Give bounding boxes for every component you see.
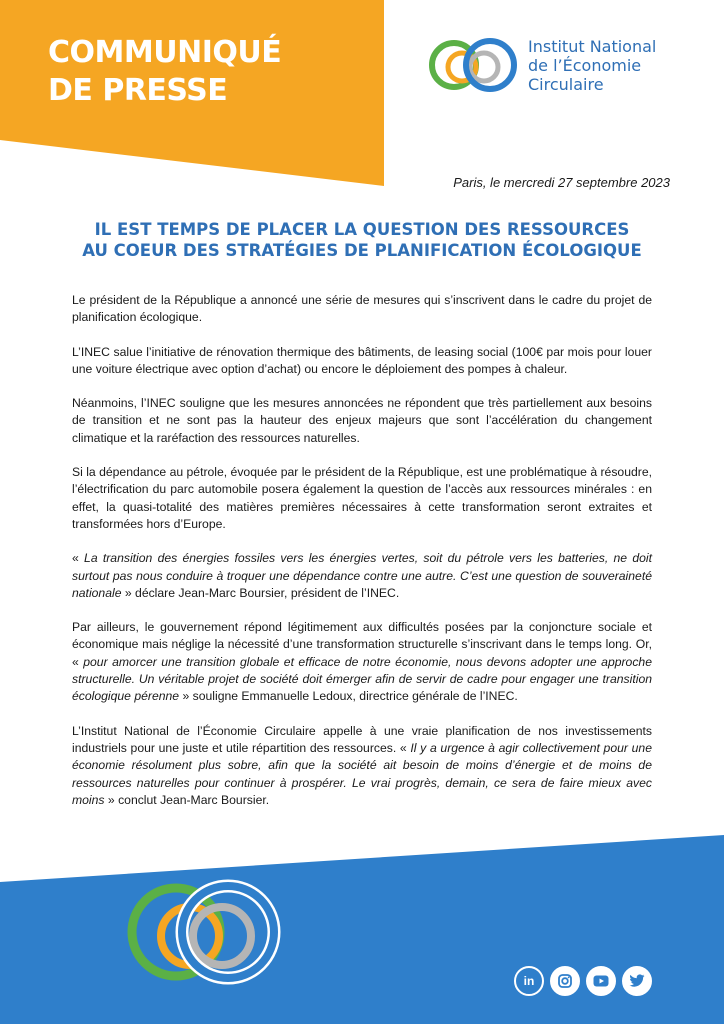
quote-boursier-2: Il y a urgence à agir collectivement pour une économie résolument plus sobre, afin que la société ait besoin de moins d’énergie et de moins de ressources naturelles pour continuer à prospérer. Le vrai progrès, demain, ce sera de faire mieux avec moins: [72, 740, 652, 807]
org-name-line1: Institut National: [528, 37, 657, 56]
quote-ledoux: pour amorcer une transition globale et efficace de notre économie, nous devons adopter une approche structurelle. Un véritable projet de société doit émerger afin de servir de cadre pour engager une transition écologique pérenne: [72, 654, 652, 704]
instagram-icon[interactable]: [550, 966, 580, 996]
youtube-glyph: [593, 975, 609, 987]
quote-boursier-1: La transition des énergies fossiles vers les énergies vertes, soit du pétrole vers les batteries, ne doit surtout pas nous conduire à troquer une dépendance contre une autre. C’est une question de souveraineté nationale: [72, 551, 652, 600]
press-title-line2: DE PRESSE: [48, 73, 228, 108]
quote-open: «: [72, 551, 85, 566]
paragraph-3: Néanmoins, l’INEC souligne que les mesures annoncées ne répondent que très partiellement aux besoins de transition et ne sont pas la hauteur des enjeux majeurs que sont l’accélération du changement climatique et la raréfaction des ressources naturelles.: [72, 396, 652, 445]
paragraph-6-intro: Par ailleurs, le gouvernement répond légitimement aux difficultés posées par la conjoncture sociale et économique mais néglige la nécessité d’une transformation structurelle s’inscrivant dans le temps long. Or, «: [72, 620, 652, 669]
paragraph-4: Si la dépendance au pétrole, évoquée par le président de la République, est une problématique à résoudre, l’électrification du parc automobile posera également la question de l’accès aux ressources minérales : en effet, la quasi-totalité des matières premières nécessaires à cette transformation seront extraites et transformées hors d’Europe.: [72, 465, 652, 531]
headline-line1: IL EST TEMPS DE PLACER LA QUESTION DES RESSOURCES: [94, 220, 630, 239]
inec-logo-large: [122, 862, 282, 1006]
paragraph-2: L’INEC salue l’initiative de rénovation thermique des bâtiments, de leasing social (100€ par mois pour louer une voiture électrique avec option d’achat) ou encore le déploiement des pompes à chaleur.: [72, 344, 652, 376]
twitter-icon[interactable]: [622, 966, 652, 996]
paragraph-1: Le président de la République a annoncé une série de mesures qui s’inscrivent dans le cadre du projet de planification écologique.: [72, 293, 652, 325]
headline-line2: AU COEUR DES STRATÉGIES DE PLANIFICATION ÉCOLOGIQUE: [82, 241, 642, 260]
quote-attribution-3: » conclut Jean-Marc Boursier.: [104, 792, 270, 807]
social-links: [514, 966, 652, 996]
release-date: Paris, le mercredi 27 septembre 2023: [453, 175, 670, 190]
press-title-line1: COMMUNIQUÉ: [48, 35, 282, 70]
quote-attribution-2: » souligne Emmanuelle Ledoux, directrice générale de l’INEC.: [179, 689, 518, 704]
twitter-glyph: [629, 974, 645, 988]
org-name-line3: Circulaire: [528, 75, 604, 94]
paragraph-7-intro: L’Institut National de l’Économie Circulaire appelle à une vraie planification de nos investissements industriels pour une juste et utile répartition des ressources. «: [72, 723, 652, 755]
youtube-icon[interactable]: [586, 966, 616, 996]
linkedin-icon[interactable]: [514, 966, 544, 996]
quote-attribution-1: » déclare Jean-Marc Boursier, président de l’INEC.: [121, 585, 400, 600]
linkedin-label: in: [523, 974, 535, 988]
instagram-glyph: [557, 973, 573, 989]
org-name-line2: de l’Économie: [528, 56, 642, 75]
